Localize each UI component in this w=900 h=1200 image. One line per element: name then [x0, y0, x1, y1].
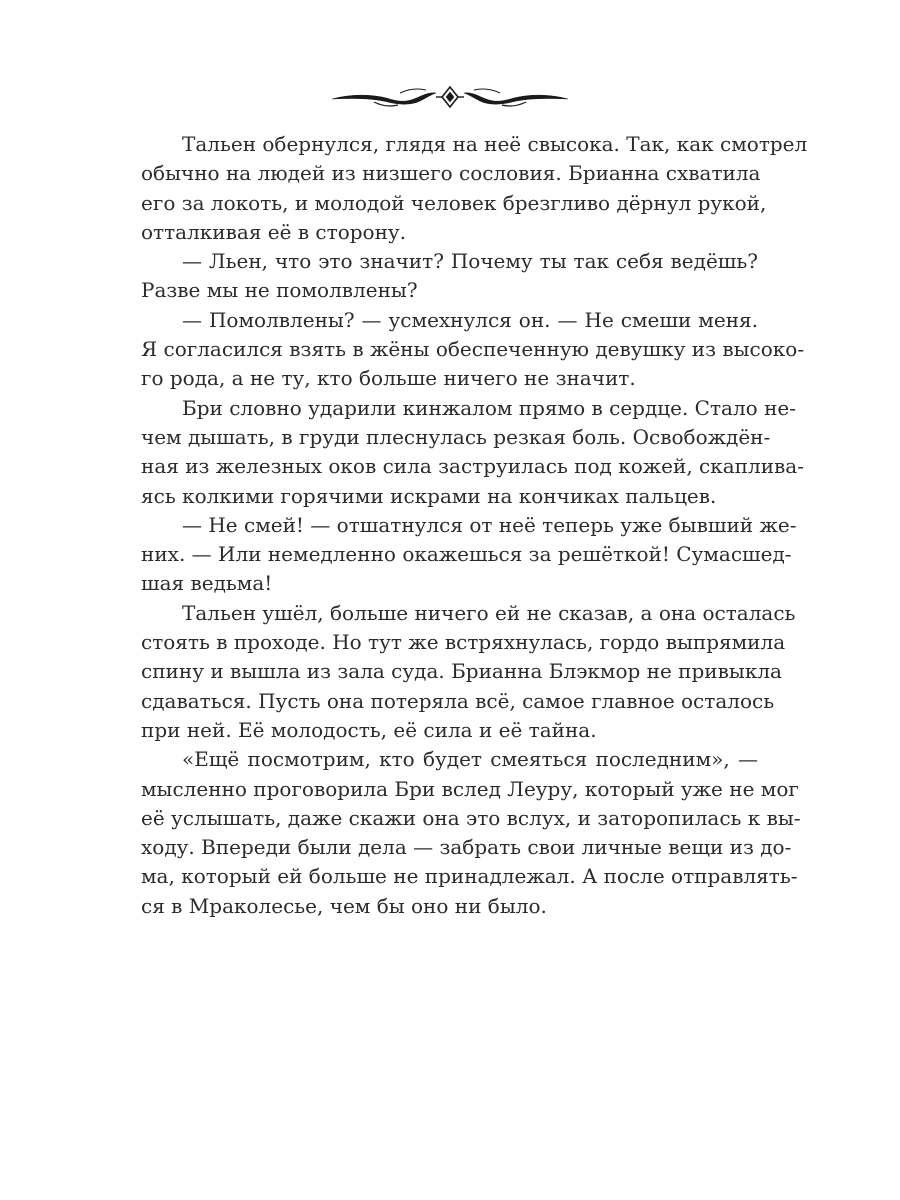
paragraph	[141, 511, 797, 599]
paragraph	[141, 599, 796, 745]
text-line: Я согласился взять в жёны обеспеченную девушку из высоко-	[141, 337, 805, 362]
text-line: Тальен обернулся, глядя на неё свысока. Так, как смотрел	[182, 132, 808, 156]
paragraph	[141, 247, 758, 306]
paragraph	[141, 130, 808, 247]
text-line: ясь колкими горячими искрами на кончиках пальцев.	[141, 483, 717, 508]
text-line: — Льен, что это значит? Почему ты так себя ведёшь?	[182, 249, 758, 274]
text-line: обычно на людей из низшего сословия. Брианна схватила	[141, 161, 761, 186]
paragraph	[141, 745, 801, 921]
text-line: них. — Или немедленно окажешься за решёткой! Сумасшед-	[141, 542, 792, 567]
text-line: — Не смей! — отшатнулся от неё теперь уже бывший же-	[182, 512, 797, 537]
text-line: ся в Мраколесье, чем бы оно ни было.	[141, 893, 547, 918]
text-line: отталкивая её в сторону.	[141, 219, 407, 244]
text-line: «Ещё посмотрим, кто будет смеяться последним», —	[182, 747, 758, 772]
paragraph	[141, 306, 805, 394]
text-line: при ней. Её молодость, её сила и её тайна.	[141, 717, 597, 742]
text-line: сдаваться. Пусть она потеряла всё, самое главное осталось	[141, 688, 775, 713]
text-line: его за локоть, и молодой человек брезгливо дёрнул рукой,	[141, 190, 767, 215]
text-line: её услышать, даже скажи она это вслух, и заторопилась к вы-	[141, 805, 801, 830]
body-text	[141, 130, 808, 921]
text-line: го рода, а не ту, кто больше ничего не значит.	[141, 366, 636, 391]
text-line: шая ведьма!	[141, 571, 273, 596]
text-line: ная из железных оков сила заструилась под кожей, скаплива-	[141, 454, 804, 479]
paragraph	[141, 394, 804, 511]
text-line: ходу. Впереди были дела — забрать свои личные вещи из до-	[141, 835, 792, 860]
text-line: Тальен ушёл, больше ничего ей не сказав, а она осталась	[182, 600, 796, 625]
text-line: ма, который ей больше не принадлежал. А после отправлять-	[141, 864, 798, 889]
text-line: спину и вышла из зала суда. Брианна Блэкмор не привыкла	[141, 659, 782, 684]
text-line: Разве мы не помолвлены?	[141, 278, 418, 303]
text-line: мысленно проговорила Бри вслед Леуру, который уже не мог	[141, 776, 799, 801]
flourish-divider-icon	[330, 84, 570, 110]
text-line: — Помолвлены? — усмехнулся он. — Не смеши меня.	[182, 307, 758, 332]
text-line: стоять в проходе. Но тут же встряхнулась, гордо выпрямила	[141, 630, 786, 655]
text-line: чем дышать, в груди плеснулась резкая боль. Освобождён-	[141, 424, 771, 449]
text-line: Бри словно ударили кинжалом прямо в сердце. Стало не-	[182, 395, 797, 420]
